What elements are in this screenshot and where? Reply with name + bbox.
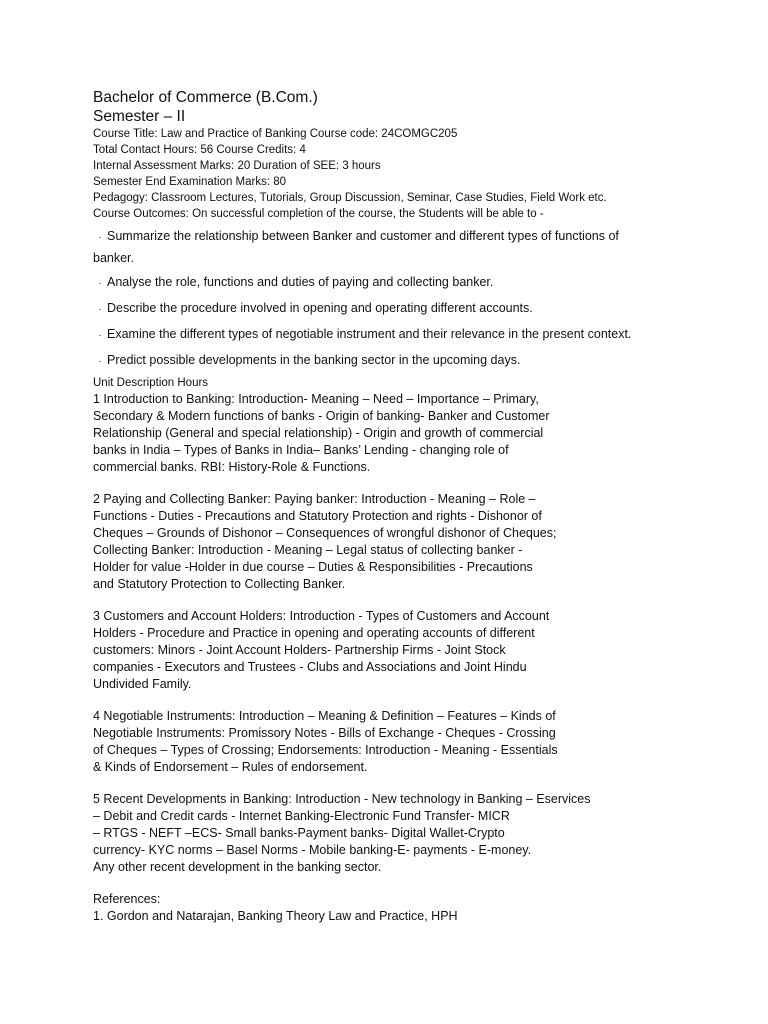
unit-line: Secondary & Modern functions of banks - Origin of banking- Banker and Customer: [93, 409, 550, 423]
outcome-item: · Predict possible developments in the banking sector in the upcoming days.: [93, 350, 663, 372]
bullet-icon: ·: [98, 278, 102, 289]
unit-line: Collecting Banker: Introduction - Meaning – Legal status of collecting banker -: [93, 543, 523, 557]
bullet-icon: ·: [98, 232, 102, 243]
course-info: [93, 126, 663, 222]
outcome-item: · Examine the different types of negotiable instrument and their relevance in the present context.: [93, 324, 663, 346]
unit-line: & Kinds of Endorsement – Rules of endorsement.: [93, 760, 368, 774]
unit-line: 1 Introduction to Banking: Introduction- Meaning – Need – Importance – Primary,: [93, 392, 539, 406]
unit-line: Holders - Procedure and Practice in opening and operating accounts of different: [93, 626, 535, 640]
unit-line: of Cheques – Types of Crossing; Endorsements: Introduction - Meaning - Essentials: [93, 743, 558, 757]
unit-line: Cheques – Grounds of Dishonor – Consequences of wrongful dishonor of Cheques;: [93, 526, 557, 540]
references-title: References:: [93, 892, 161, 906]
unit-line: companies - Executors and Trustees - Clubs and Associations and Joint Hindu: [93, 660, 527, 674]
syllabus-page: [93, 88, 663, 925]
unit-line: and Statutory Protection to Collecting Banker.: [93, 577, 346, 591]
course-outcomes-line: Course Outcomes: On successful completion of the course, the Students will be able to -: [93, 208, 544, 220]
outcome-item: · Analyse the role, functions and duties of paying and collecting banker.: [93, 272, 663, 294]
bullet-icon: ·: [98, 304, 102, 315]
unit-line: commercial banks. RBI: History-Role & Functions.: [93, 460, 371, 474]
unit-5: [93, 791, 663, 876]
exam-marks-line: Semester End Examination Marks: 80: [93, 176, 287, 188]
unit-2: [93, 491, 663, 593]
assessment-marks-line: Internal Assessment Marks: 20 Duration of SEE: 3 hours: [93, 160, 381, 172]
course-title-line: Course Title: Law and Practice of Banking Course code: 24COMGC205: [93, 128, 458, 140]
outcomes-list: [93, 226, 663, 372]
outcome-item: · Describe the procedure involved in opening and operating different accounts.: [93, 298, 663, 320]
unit-line: currency- KYC norms – Basel Norms - Mobile banking-E- payments - E-money.: [93, 843, 532, 857]
unit-line: 2 Paying and Collecting Banker: Paying banker: Introduction - Meaning – Role –: [93, 492, 536, 506]
unit-line: Any other recent development in the banking sector.: [93, 860, 382, 874]
unit-line: customers: Minors - Joint Account Holders- Partnership Firms - Joint Stock: [93, 643, 506, 657]
contact-hours-line: Total Contact Hours: 56 Course Credits: 4: [93, 144, 306, 156]
unit-line: Relationship (General and special relationship) - Origin and growth of commercial: [93, 426, 544, 440]
outcome-item: · Summarize the relationship between Banker and customer and different types of functions of banker.: [93, 229, 619, 265]
unit-line: – RTGS - NEFT –ECS- Small banks-Payment banks- Digital Wallet-Crypto: [93, 826, 505, 840]
program-title: Bachelor of Commerce (B.Com.): [93, 89, 318, 106]
unit-line: Undivided Family.: [93, 677, 192, 691]
units-header: Unit Description Hours: [93, 377, 209, 389]
unit-line: 4 Negotiable Instruments: Introduction – Meaning & Definition – Features – Kinds of: [93, 709, 556, 723]
unit-3: [93, 608, 663, 693]
unit-1: [93, 391, 663, 476]
unit-line: Negotiable Instruments: Promissory Notes - Bills of Exchange - Cheques - Crossing: [93, 726, 556, 740]
unit-line: 3 Customers and Account Holders: Introduction - Types of Customers and Account: [93, 609, 550, 623]
unit-line: – Debit and Credit cards - Internet Banking-Electronic Fund Transfer- MICR: [93, 809, 510, 823]
bullet-icon: ·: [98, 330, 102, 341]
unit-line: Holder for value -Holder in due course – Duties & Responsibilities - Precautions: [93, 560, 533, 574]
pedagogy-line: Pedagogy: Classroom Lectures, Tutorials, Group Discussion, Seminar, Case Studies, Field Work etc.: [93, 192, 607, 204]
reference-item: 1. Gordon and Natarajan, Banking Theory Law and Practice, HPH: [93, 909, 458, 923]
unit-line: Functions - Duties - Precautions and Statutory Protection and rights - Dishonor of: [93, 509, 542, 523]
unit-line: banks in India – Types of Banks in India– Banks’ Lending - changing role of: [93, 443, 509, 457]
unit-4: [93, 708, 663, 776]
unit-line: 5 Recent Developments in Banking: Introduction - New technology in Banking – Eservices: [93, 792, 591, 806]
semester-title: Semester – II: [93, 108, 186, 125]
bullet-icon: ·: [98, 356, 102, 367]
